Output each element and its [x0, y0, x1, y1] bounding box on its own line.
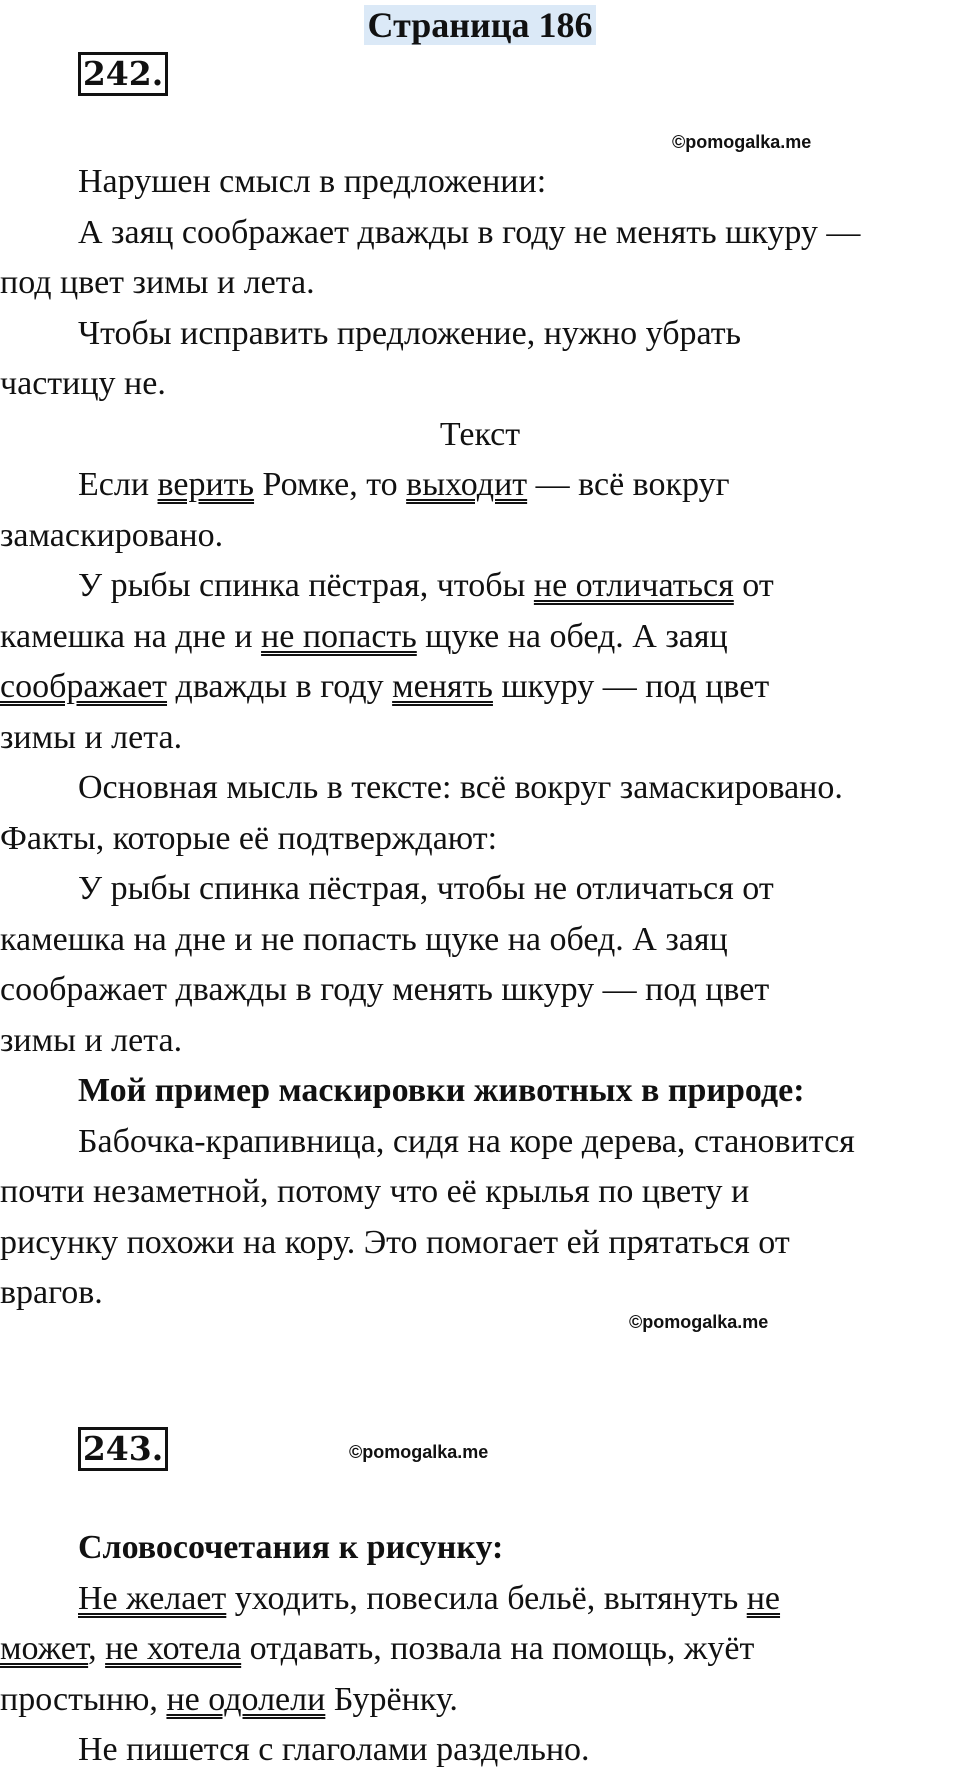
- text-run: У рыбы спинка пёстрая, чтобы: [78, 567, 534, 604]
- predicate-underlined: верить: [157, 466, 255, 503]
- exercise-number-243: 243.: [78, 1427, 168, 1471]
- predicate-underlined: не: [746, 1579, 781, 1617]
- paragraph: [0, 1624, 960, 1675]
- example-heading: Мой пример маскировки животных в природе:: [78, 1072, 805, 1109]
- paragraph: рисунку похожи на кору. Это помогает ей прятаться от: [0, 1223, 790, 1261]
- text-run: — всё вокруг: [527, 466, 730, 503]
- predicate-underlined: не хотела: [105, 1630, 242, 1667]
- paragraph: У рыбы спинка пёстрая, чтобы не отличаться от: [78, 870, 774, 907]
- text-run: дважды в году: [167, 668, 393, 705]
- page-title-text: Страница 186: [364, 5, 597, 45]
- watermark: ©pomogalka.me: [672, 132, 812, 152]
- predicate-underlined: может: [0, 1630, 89, 1667]
- predicate-underlined: не отличаться: [533, 567, 734, 604]
- text-run: ,: [88, 1630, 106, 1667]
- paragraph: [0, 612, 960, 663]
- watermark: ©pomogalka.me: [629, 1312, 769, 1332]
- paragraph: Основная мысль в тексте: всё вокруг замаскировано.: [78, 769, 843, 806]
- text-run: простыню,: [0, 1680, 167, 1718]
- paragraph: [0, 1675, 960, 1726]
- watermark: ©pomogalka.me: [349, 1442, 489, 1462]
- section-heading: Словосочетания к рисунку:: [78, 1529, 504, 1566]
- text-run: Бурёнку.: [325, 1680, 458, 1718]
- paragraph: зимы и лета.: [0, 718, 183, 756]
- text-run: Ромке, то: [254, 466, 407, 503]
- paragraph: соображает дважды в году менять шкуру — под цвет: [0, 971, 770, 1008]
- predicate-underlined: соображает: [0, 668, 168, 705]
- text-run: шкуру — под цвет: [492, 668, 770, 705]
- paragraph: А заяц соображает дважды в году не менять шкуру —: [78, 213, 861, 251]
- paragraph: Бабочка-крапивница, сидя на коре дерева, становится: [78, 1122, 855, 1160]
- paragraph: Нарушен смысл в предложении:: [78, 163, 547, 200]
- paragraph: почти незаметной, потому что её крылья по цвету и: [0, 1173, 750, 1210]
- exercise-242-body: [0, 157, 960, 1319]
- paragraph: Не пишется с глаголами раздельно.: [78, 1731, 590, 1768]
- paragraph: Факты, которые её подтверждают:: [0, 819, 498, 857]
- paragraph: Чтобы исправить предложение, нужно убрать: [78, 314, 742, 352]
- text-run: щуке на обед. А заяц: [416, 617, 728, 655]
- text-run: уходить, повесила бельё, вытянуть: [226, 1579, 747, 1617]
- predicate-underlined: не попасть: [261, 617, 417, 655]
- paragraph: [0, 1574, 960, 1625]
- page-title: [0, 2, 960, 48]
- predicate-underlined: выходит: [406, 466, 528, 503]
- paragraph: под цвет зимы и лета.: [0, 264, 315, 301]
- paragraph: врагов.: [0, 1274, 103, 1311]
- predicate-underlined: Не желает: [78, 1579, 227, 1617]
- paragraph: камешка на дне и не попасть щуке на обед. А заяц: [0, 920, 728, 958]
- paragraph: замаскировано.: [0, 516, 224, 554]
- paragraph: [0, 460, 960, 511]
- exercise-243-body: [0, 1523, 960, 1776]
- predicate-underlined: не одолели: [166, 1680, 326, 1718]
- exercise-number-242: 242.: [78, 52, 168, 96]
- text-run: камешка на дне и: [0, 617, 262, 655]
- text-run: Если: [78, 466, 158, 503]
- paragraph: [0, 561, 960, 612]
- paragraph: [0, 662, 960, 713]
- paragraph: зимы и лета.: [0, 1021, 183, 1059]
- text-heading: Текст: [439, 415, 521, 453]
- text-run: отдавать, позвала на помощь, жуёт: [241, 1630, 755, 1667]
- paragraph: частицу не.: [0, 365, 166, 402]
- text-run: от: [733, 567, 774, 604]
- predicate-underlined: менять: [392, 668, 493, 705]
